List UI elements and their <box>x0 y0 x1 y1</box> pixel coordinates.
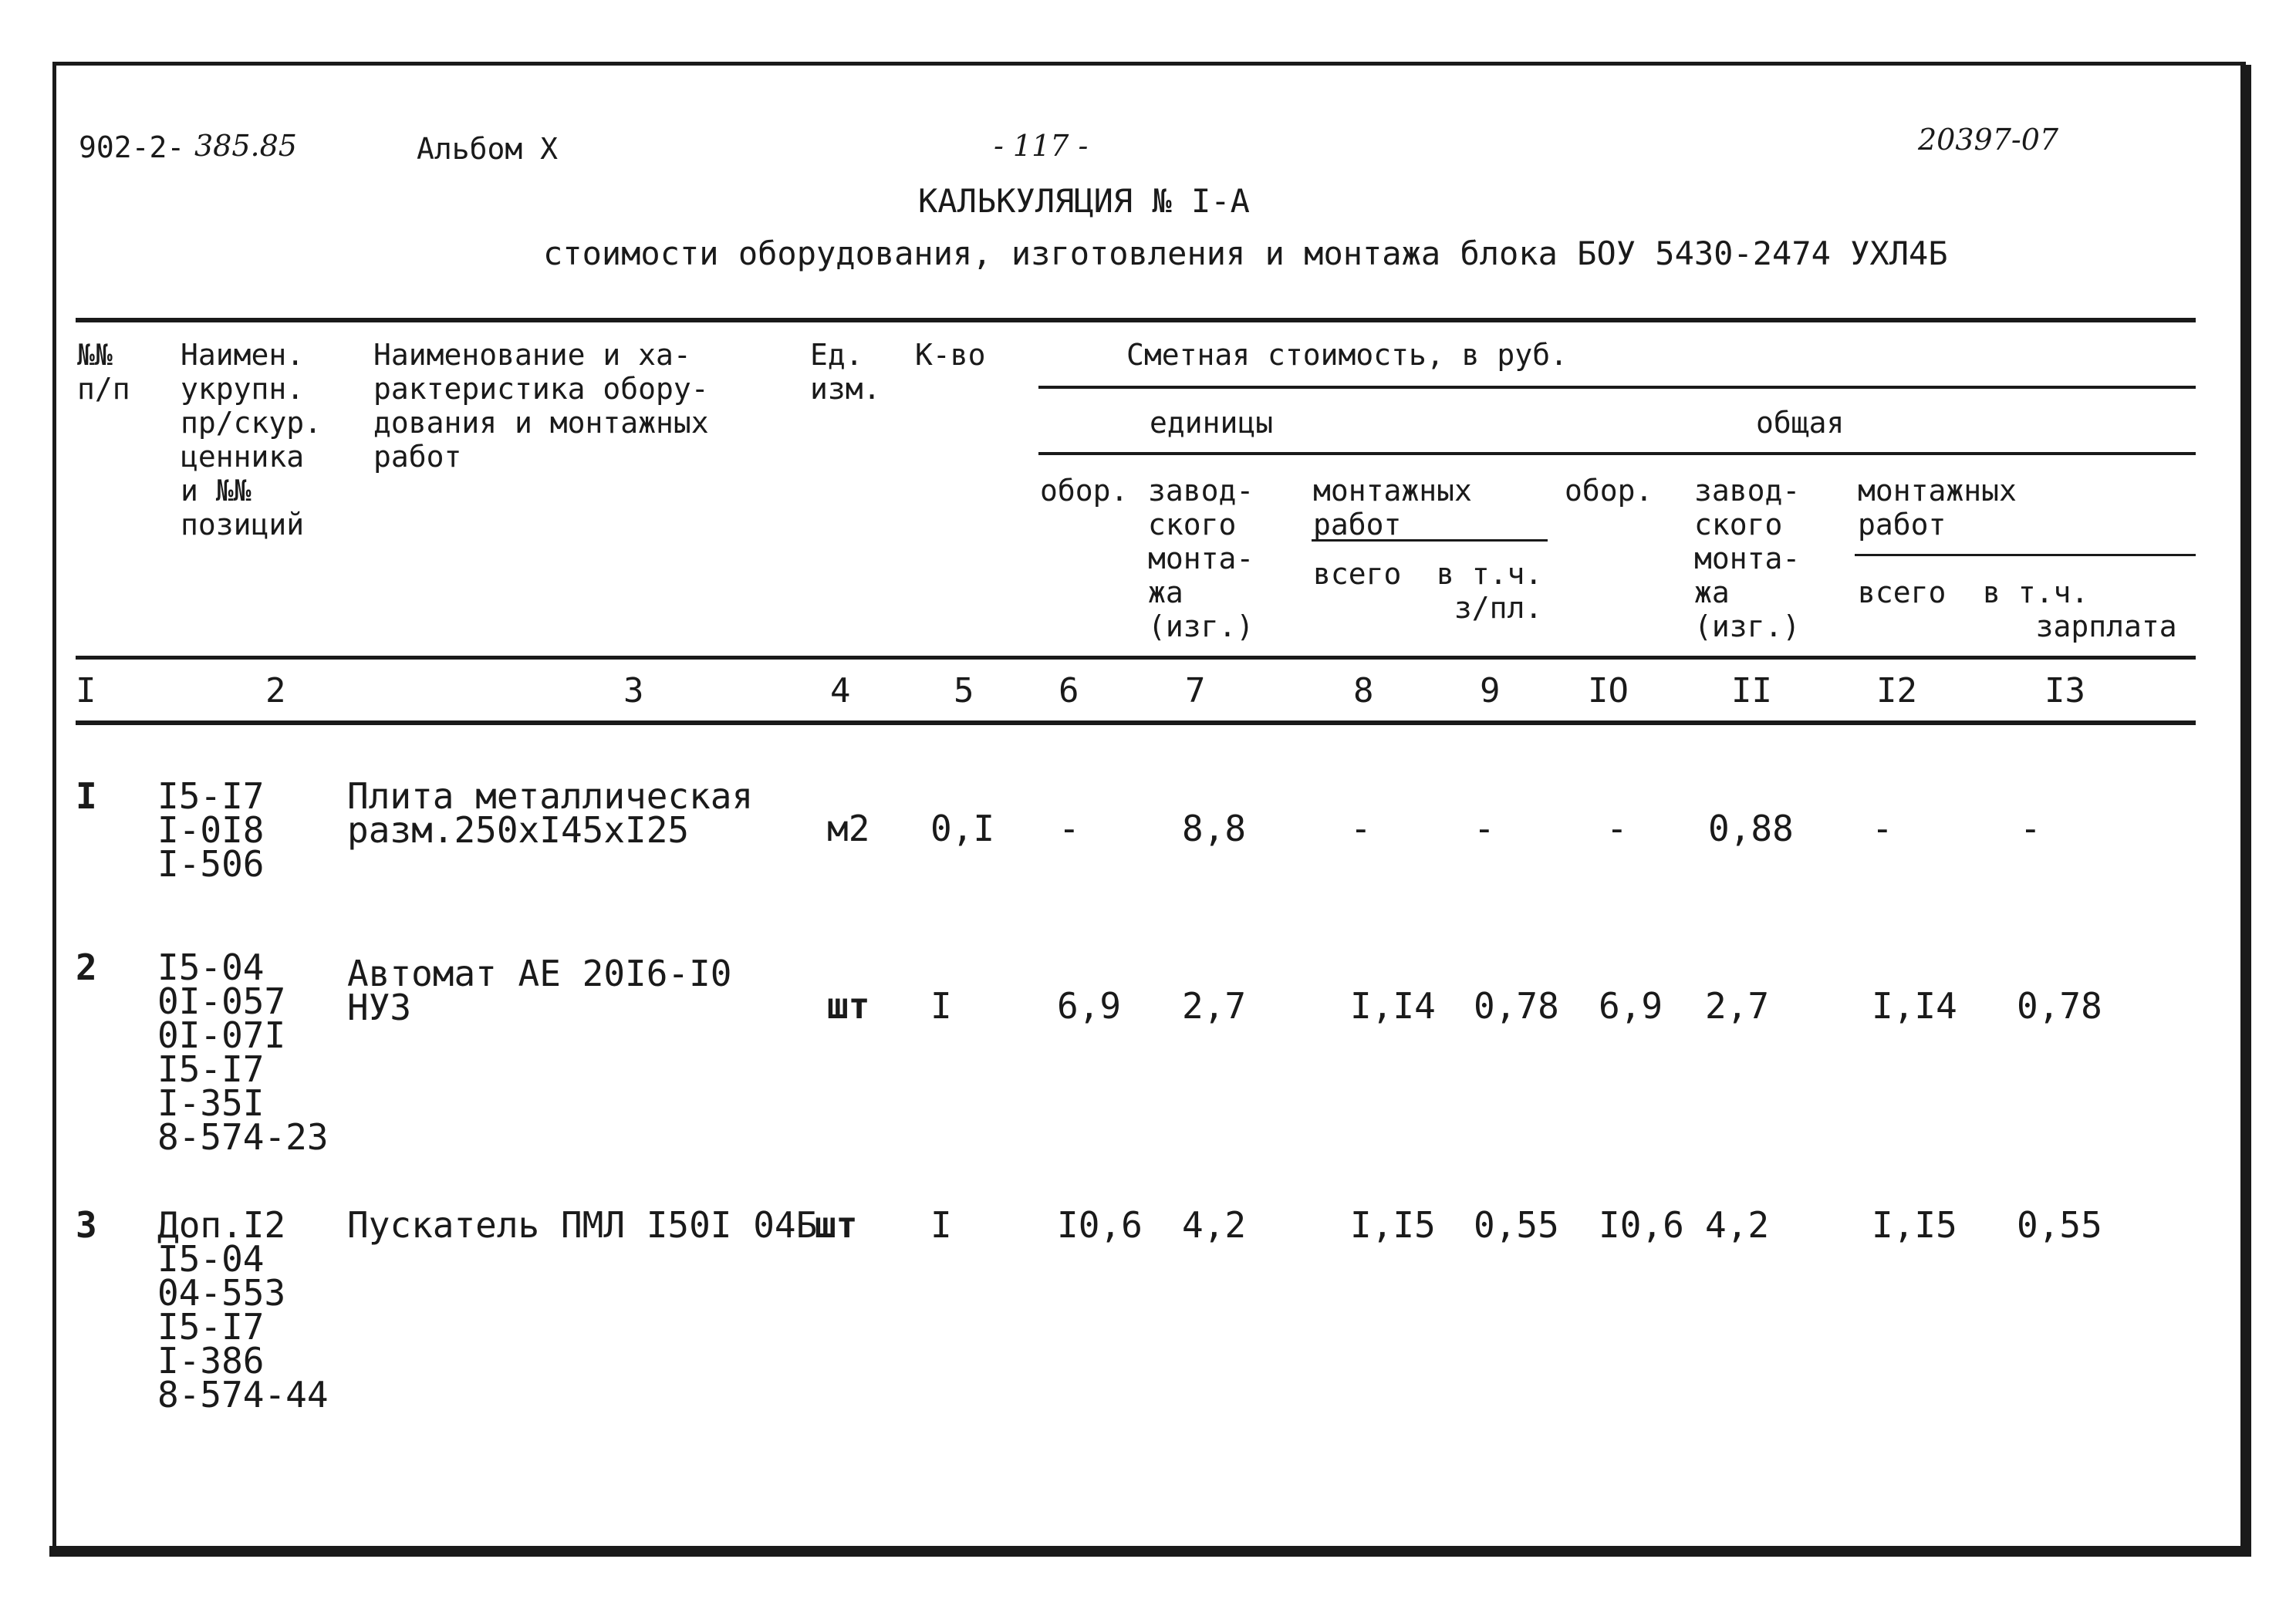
header-total-equipment: обор. <box>1565 474 1653 508</box>
column-number: 7 <box>1185 671 1206 710</box>
row-total-mount-wage: 0,55 <box>2017 1204 2102 1246</box>
project-code: 902-2- <box>79 130 185 164</box>
column-number: 8 <box>1353 671 1374 710</box>
header-total-mount-all: всего <box>1858 575 1947 609</box>
column-number: 5 <box>954 671 974 710</box>
column-number: I2 <box>1876 671 1917 710</box>
header-total-mount-wage: в т.ч. зарплата <box>1983 575 2177 643</box>
row-total-equipment: 6,9 <box>1599 985 1663 1027</box>
row-total-mount-wage: - <box>2020 808 2041 849</box>
header-total-mounting: монтажных работ <box>1858 474 2017 542</box>
row-total-mount-all: - <box>1872 808 1893 849</box>
row-total-factory: 2,7 <box>1705 985 1770 1027</box>
row-quantity: I <box>930 1204 952 1246</box>
column-number: IO <box>1588 671 1629 710</box>
row-unit-mount-wage: 0,78 <box>1474 985 1559 1027</box>
sheet-frame-bottom <box>49 1546 2251 1557</box>
row-price-code: I5-I7 I-0I8 I-506 <box>157 775 265 885</box>
row-unit-equipment: - <box>1059 808 1080 849</box>
column-number: 9 <box>1480 671 1501 710</box>
row-unit-factory: 4,2 <box>1182 1204 1247 1246</box>
document-stamp-number: 20397-07 <box>1918 123 2059 157</box>
row-total-mount-wage: 0,78 <box>2017 985 2102 1027</box>
row-unit-factory: 8,8 <box>1182 808 1247 849</box>
row-unit-equipment: I0,6 <box>1057 1204 1143 1246</box>
row-item-name: Автомат АЕ 20I6-I0 НУЗ <box>347 953 732 1028</box>
row-total-equipment: - <box>1606 808 1628 849</box>
row-total-factory: 0,88 <box>1708 808 1794 849</box>
row-item-name: Плита металлическая разм.250xI45xI25 <box>347 775 754 851</box>
subheader-rule <box>1038 452 2196 455</box>
row-unit-mount-all: I,I5 <box>1350 1204 1436 1246</box>
header-item-name: Наименование и ха- рактеристика обору- дования и монтажных работ <box>373 338 709 474</box>
row-unit: м2 <box>827 808 870 849</box>
row-unit-factory: 2,7 <box>1182 985 1247 1027</box>
header-unit-mount-wage: в т.ч. з/пл. <box>1437 557 1543 625</box>
table-top-rule <box>76 318 2196 322</box>
column-number: 2 <box>265 671 286 710</box>
row-number: I <box>76 775 97 817</box>
row-unit-mount-all: - <box>1350 808 1372 849</box>
row-total-mount-all: I,I4 <box>1872 985 1957 1027</box>
header-unit-factory: завод- ского монта- жа (изг.) <box>1148 474 1254 643</box>
row-quantity: 0,I <box>930 808 995 849</box>
header-price-code: Наимен. укрупн. пр/скур. ценника и №№ позиций <box>181 338 322 542</box>
row-unit-mount-all: I,I4 <box>1350 985 1436 1027</box>
header-unit-equipment: обор. <box>1040 474 1129 508</box>
header-unit-mount-all: всего <box>1313 557 1402 591</box>
page-number: - 117 - <box>994 129 1089 163</box>
calculation-subtitle: стоимости оборудования, изготовления и монтажа блока БОУ 5430-2474 УХЛ4Б <box>543 235 1948 272</box>
calculation-title: КАЛЬКУЛЯЦИЯ № I-A <box>918 182 1250 220</box>
cost-header-rule <box>1038 386 2196 389</box>
row-item-name: Пускатель ПМЛ I50I 04Б <box>347 1204 818 1246</box>
column-number: I <box>76 671 96 710</box>
column-numbers-rule <box>76 720 2196 725</box>
row-unit-equipment: 6,9 <box>1057 985 1122 1027</box>
header-bottom-rule <box>76 656 2196 660</box>
header-unit: Ед. изм. <box>810 338 881 406</box>
header-unit-mounting: монтажных работ <box>1313 474 1472 542</box>
row-unit-mount-wage: - <box>1474 808 1495 849</box>
column-number: 4 <box>830 671 851 710</box>
project-code-handwritten: 385.85 <box>194 129 297 163</box>
column-number: II <box>1731 671 1772 710</box>
row-number: 3 <box>76 1204 97 1246</box>
row-price-code: Доп.I2 I5-04 04-553 I5-I7 I-386 8-574-44 <box>157 1204 329 1416</box>
row-number: 2 <box>76 947 97 988</box>
header-estimated-cost: Сметная стоимость, в руб. <box>1126 338 1568 372</box>
row-unit-mount-wage: 0,55 <box>1474 1204 1559 1246</box>
header-per-unit: единицы <box>1150 406 1274 440</box>
header-quantity: К-во <box>915 338 986 372</box>
row-price-code: I5-04 0I-057 0I-07I I5-I7 I-35I 8-574-23 <box>157 947 329 1158</box>
total-mount-rule <box>1855 554 2196 556</box>
album-label: Альбом X <box>417 132 559 166</box>
row-total-mount-all: I,I5 <box>1872 1204 1957 1246</box>
header-row-number: №№ п/п <box>77 338 130 406</box>
column-number: 6 <box>1059 671 1079 710</box>
row-total-factory: 4,2 <box>1705 1204 1770 1246</box>
header-total-factory: завод- ского монта- жа (изг.) <box>1694 474 1801 643</box>
row-total-equipment: I0,6 <box>1599 1204 1684 1246</box>
column-number: 3 <box>623 671 644 710</box>
row-unit: шт <box>827 985 870 1027</box>
row-quantity: I <box>930 985 952 1027</box>
row-unit: шт <box>815 1204 858 1246</box>
column-number: I3 <box>2044 671 2085 710</box>
sheet-frame-right <box>2240 65 2251 1557</box>
header-total: общая <box>1756 406 1845 440</box>
